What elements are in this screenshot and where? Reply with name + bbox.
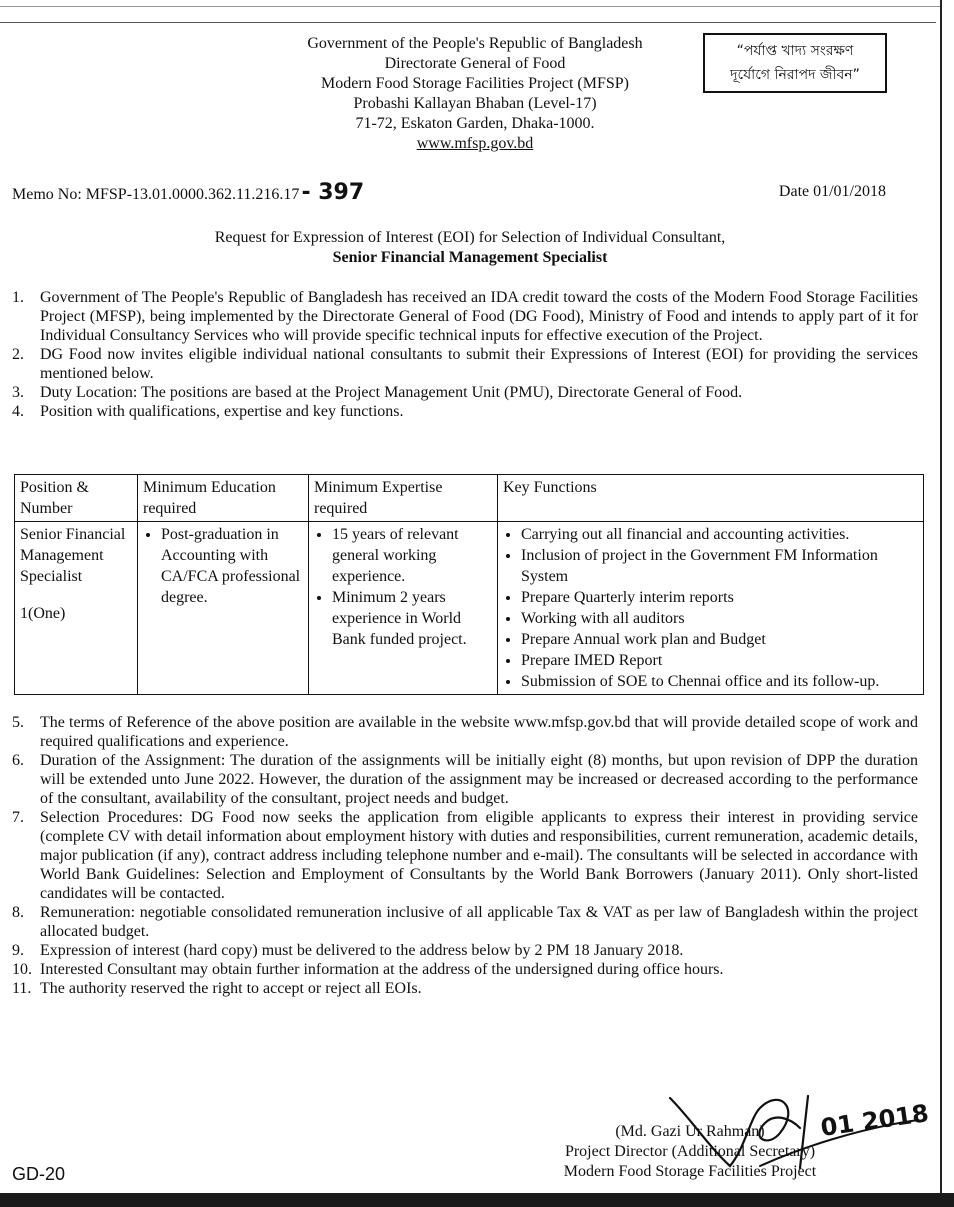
memo-handwritten-number: - 397 [301, 180, 365, 205]
item-text: Government of The People's Republic of Bangladesh has received an IDA credit toward the costs of the Modern Food Storage Facilities Project (MFSP), being implemented by the Directorate General of Food (DG Food), Ministry of Food and intends to apply part of it for Individual Consultancy Services who will provide specific technical inputs for effective execution of the Project. [40, 289, 918, 344]
letterhead-line: 71-72, Eskaton Garden, Dhaka-1000. [355, 115, 595, 132]
header-key-functions: Key Functions [498, 475, 924, 522]
item-number: 5. [12, 714, 24, 731]
item-number: 11. [12, 980, 32, 997]
item-number: 6. [12, 752, 24, 769]
title-line-2: Senior Financial Management Specialist [332, 249, 608, 266]
cell-education [138, 522, 309, 695]
item-number: 1. [12, 289, 24, 306]
function-item: • Working with all auditors [521, 608, 918, 629]
list-item [12, 903, 918, 941]
function-item: • Submission of SOE to Chennai office and its follow-up. [521, 671, 918, 692]
item-number: 2. [12, 346, 24, 363]
item-text: Duration of the Assignment: The duration of the assignments will be initially eight (8) months, but upon revision of DPP the duration will be extended unto June 2022. However, the duration of the assignment may be increased or decreased according to the performance of the consultant, availability of the consultant, project needs and budget. [40, 752, 918, 807]
table-row [15, 522, 924, 695]
item-text: The terms of Reference of the above position are available in the website www.mfsp.gov.bd that will provide detailed scope of work and required qualifications and experience. [40, 714, 918, 750]
list-item [12, 383, 918, 402]
item-number: 7. [12, 809, 24, 826]
list-item [12, 960, 918, 979]
item-number: 3. [12, 384, 24, 401]
education-item: • Post-graduation in Accounting with CA/FCA professional degree. [161, 524, 303, 608]
item-number: 10. [12, 961, 32, 978]
item-number: 8. [12, 904, 24, 921]
letterhead-line: Directorate General of Food [384, 55, 566, 72]
letterhead-line: Modern Food Storage Facilities Project (MFSP) [321, 75, 629, 92]
header-education: Minimum Education required [138, 475, 309, 522]
item-text: The authority reserved the right to accept or reject all EOIs. [40, 980, 422, 997]
expertise-item: • 15 years of relevant general working experience. [332, 524, 492, 587]
header-position: Position & Number [15, 475, 138, 522]
function-item: • Prepare IMED Report [521, 650, 918, 671]
function-item: • Prepare Quarterly interim reports [521, 587, 918, 608]
item-text: DG Food now invites eligible individual national consultants to submit their Expressions of Interest (EOI) for providing the services mentioned below. [40, 346, 918, 382]
cell-expertise [309, 522, 498, 695]
slogan-line-1: “পর্যাপ্ত খাদ্য সংরক্ষণ [736, 43, 854, 59]
expertise-item: • Minimum 2 years experience in World Bank funded project. [332, 587, 492, 650]
item-text: Expression of interest (hard copy) must be delivered to the address below by 2 PM 18 January 2018. [40, 942, 684, 959]
cell-key-functions [498, 522, 924, 695]
position-table [14, 474, 924, 695]
function-item: • Carrying out all financial and accounting activities. [521, 524, 918, 545]
list-item [12, 345, 918, 383]
signatory-block [480, 1122, 900, 1182]
memo-number [12, 180, 364, 205]
top-rule [0, 6, 940, 7]
item-text: Selection Procedures: DG Food now seeks the application from eligible applicants to express their interest in providing service (complete CV with detail information about employment history with duties and responsibilities, current remuneration, academic details, major publication (if any), contract address including telephone number and e-mail). The consultants will be selected in accordance with World Bank Guidelines: Selection and Employment of Consultants by the World Bank Borrowers (January 2011). Only short-listed candidates will be contacted. [40, 809, 918, 902]
item-number: 9. [12, 942, 24, 959]
clauses-after-table [12, 713, 918, 998]
signatory-project: Modern Food Storage Facilities Project [563, 1163, 817, 1180]
letterhead-line: Probashi Kallayan Bhaban (Level-17) [353, 95, 597, 112]
function-item: • Prepare Annual work plan and Budget [521, 629, 918, 650]
signatory-name: (Md. Gazi Ur Rahman) [615, 1123, 765, 1140]
right-border [940, 0, 942, 1195]
signatory-designation: Project Director (Additional Secretary) [564, 1143, 816, 1160]
table-header-row [15, 475, 924, 522]
list-item [12, 941, 918, 960]
list-item [12, 288, 918, 345]
function-item: • Inclusion of project in the Government FM Information System [521, 545, 918, 587]
list-item [12, 808, 918, 903]
list-item [12, 713, 918, 751]
slogan-line-2: দূর্যোগে নিরাপদ জীবন” [730, 67, 860, 83]
signature-date: 01 2018 [818, 1099, 930, 1142]
list-item [12, 751, 918, 808]
memo-label: Memo No: MFSP-13.01.0000.362.11.216.17 [12, 186, 300, 203]
website-link[interactable]: www.mfsp.gov.bd [416, 135, 534, 152]
item-number: 4. [12, 403, 24, 420]
cell-position [15, 522, 138, 695]
letterhead [210, 34, 740, 154]
slogan-box [703, 33, 887, 93]
position-count: 1(One) [20, 605, 66, 622]
letterhead-line: Government of the People's Republic of Bangladesh [307, 35, 643, 52]
clauses-before-table [12, 288, 918, 421]
list-item [12, 979, 918, 998]
document-title [0, 228, 940, 268]
memo-date: Date 01/01/2018 [778, 183, 886, 200]
item-text: Interested Consultant may obtain further information at the address of the undersigned during office hours. [40, 961, 724, 978]
bottom-border [0, 1193, 954, 1207]
item-text: Duty Location: The positions are based at the Project Management Unit (PMU), Directorate General of Food. [40, 384, 743, 401]
header-expertise: Minimum Expertise required [309, 475, 498, 522]
position-title: Senior Financial Management Specialist [20, 526, 126, 585]
item-text: Remuneration: negotiable consolidated remuneration inclusive of all applicable Tax & VAT as per law of Bangladesh within the project allocated budget. [40, 904, 918, 940]
list-item [12, 402, 918, 421]
footer-code: GD-20 [12, 1164, 66, 1184]
title-line-1: Request for Expression of Interest (EOI) for Selection of Individual Consultant, [214, 229, 726, 246]
item-text: Position with qualifications, expertise and key functions. [40, 403, 404, 420]
